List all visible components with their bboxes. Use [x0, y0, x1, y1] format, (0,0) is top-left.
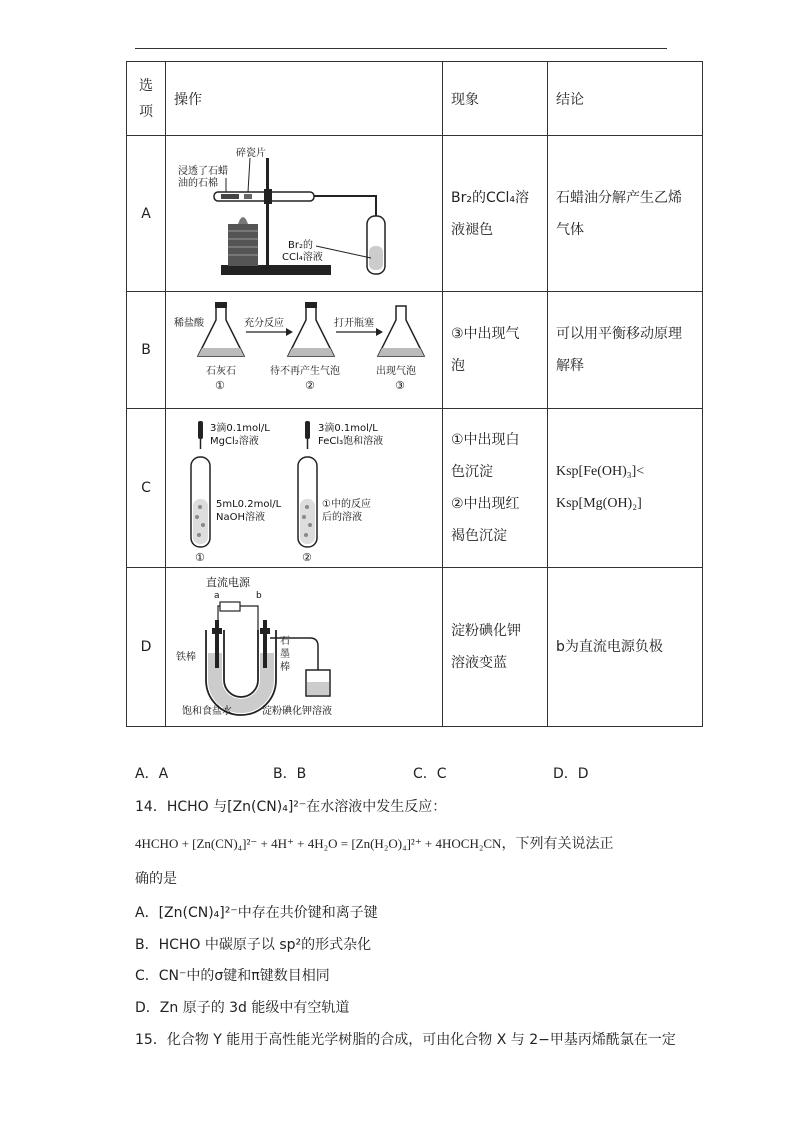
row-b-con-line2: 解释 — [556, 358, 584, 374]
fig-c-num2: ② — [302, 551, 312, 564]
fig-d-brine: 饱和食盐水 — [182, 706, 232, 717]
tube-2 — [298, 457, 317, 547]
ki-solution — [307, 682, 329, 695]
fig-b-num3: ③ — [395, 379, 405, 392]
fig-c-num1: ① — [195, 551, 205, 564]
row-c-option: C — [127, 409, 166, 568]
fig-c-drop1-l1: 3滴0.1mol/L — [210, 423, 270, 434]
fig-c-tube1-l2: NaOH溶液 — [216, 512, 265, 523]
header-operation: 操作 — [166, 62, 443, 136]
fig-c-drop2-l2: FeCl₃饱和溶液 — [318, 436, 384, 447]
fig-c-drop1-l2: MgCl₂溶液 — [210, 436, 259, 447]
stand-rod — [266, 158, 269, 266]
fig-d-b: b — [256, 591, 262, 601]
row-c-phen-line4: 褐色沉淀 — [451, 528, 507, 544]
row-c-conclusion — [548, 409, 703, 568]
row-a-phen-line1: Br₂的CCl₄溶 — [451, 189, 530, 206]
burner — [228, 224, 258, 266]
row-a-phen-line2: 液褪色 — [451, 221, 493, 238]
bromine-solution — [369, 246, 383, 270]
top-rule — [135, 48, 667, 49]
pointer2 — [248, 158, 250, 192]
fig-d-graphite2: 墨 — [280, 649, 290, 660]
u-tube-inner — [224, 630, 258, 697]
q14-tail: ，下列有关说法正 — [501, 836, 614, 852]
row-d-phen-line2: 溶液变蓝 — [451, 655, 507, 671]
stand-base — [221, 265, 331, 275]
row-c-phenomenon — [443, 409, 548, 568]
row-d-phenomenon — [443, 568, 548, 727]
dropper-2 — [305, 421, 310, 449]
fig-b-num1: ① — [215, 379, 225, 392]
fig-d-a: a — [214, 591, 220, 601]
flask-sequence-figure — [166, 292, 434, 408]
row-b-conclusion — [548, 292, 703, 409]
q15-stem: 15．化合物 Y 能用于高性能光学树脂的合成，可由化合物 X 与 2−甲基丙烯酰氯在一定 — [135, 1032, 676, 1048]
table-row-d — [127, 568, 703, 727]
fig-b-num2: ② — [305, 379, 315, 392]
q13-choice-b[interactable]: B．B — [273, 766, 307, 782]
row-c-operation — [166, 409, 443, 568]
fig-c-tube2-l1: ①中的反应 — [322, 499, 371, 510]
row-b-operation — [166, 292, 443, 409]
fig-d-power: 直流电源 — [206, 576, 250, 589]
clamp — [264, 189, 272, 204]
experiment-table — [126, 61, 703, 727]
flask-2 — [288, 302, 334, 356]
row-b-option: B — [127, 292, 166, 409]
q14-option-b[interactable]: B．HCHO 中碳原子以 sp²的形式杂化 — [135, 937, 372, 953]
row-a-con-line1: 石蜡油分解产生乙烯 — [556, 189, 682, 206]
fig-d-graphite1: 石 — [280, 636, 290, 647]
q13-choice-d[interactable]: D．D — [553, 766, 589, 782]
flame — [238, 217, 248, 224]
table-row-c — [127, 409, 703, 568]
fig-b-flask1-label: 石灰石 — [206, 366, 236, 377]
fig-d-iron: 铁棒 — [176, 652, 196, 663]
q13-choice-c[interactable]: C．C — [413, 766, 447, 782]
row-a-con-line2: 气体 — [556, 221, 584, 238]
row-a-option: A — [127, 136, 166, 292]
fig-b-flask3-label: 出现气泡 — [376, 366, 416, 377]
fig-b-flask2-label: 待不再产生气泡 — [270, 366, 340, 377]
table-header-row — [127, 62, 703, 136]
fig-a-label-wax1: 浸透了石蜡 — [178, 166, 228, 177]
row-d-conclusion: b为直流电源负极 — [548, 568, 703, 727]
fig-a-label-wax2: 油的石棉 — [178, 178, 218, 189]
tube-1 — [191, 457, 210, 547]
iron-rod — [215, 620, 219, 668]
fig-b-arrow1-label: 充分反应 — [244, 318, 284, 329]
header-conclusion: 结论 — [548, 62, 703, 136]
fig-a-label-ccl4: CCl₄溶液 — [282, 252, 323, 263]
graphite-rod — [263, 620, 267, 668]
row-c-phen-line3: ②中出现红 — [451, 496, 520, 512]
dropper-1 — [198, 421, 203, 449]
q14-equation: 4HCHO + [Zn(CN)₄]²⁻ + 4H⁺ + 4H₂O = [Zn(H₂O)₄]²⁺ + 4HOCH₂CN — [135, 836, 502, 851]
arrow-2-head — [376, 328, 383, 336]
row-c-phen-line1: ①中出现白 — [451, 432, 520, 448]
row-b-phen-line1: ③中出现气 — [451, 326, 520, 342]
fig-c-drop2-l1: 3滴0.1mol/L — [318, 423, 378, 434]
fig-d-ki: 淀粉碘化钾溶液 — [262, 706, 332, 717]
q13-choice-a[interactable]: A．A — [135, 766, 169, 782]
header-option-line1: 选 — [139, 77, 153, 94]
row-d-option: D — [127, 568, 166, 727]
fig-b-arrow2-label: 打开瓶塞 — [334, 318, 374, 329]
asbestos — [221, 194, 239, 199]
q14-option-a[interactable]: A．[Zn(CN)₄]²⁻中存在共价键和离子键 — [135, 905, 378, 921]
q14-tail2: 确的是 — [135, 871, 177, 887]
row-a-operation — [166, 136, 443, 292]
arrow-1-head — [286, 328, 293, 336]
row-b-con-line1: 可以用平衡移动原理 — [556, 326, 682, 342]
q14-option-c[interactable]: C．CN⁻中的σ键和π键数目相同 — [135, 968, 330, 984]
flask-1 — [198, 302, 244, 356]
row-c-con-line2: Ksp[Mg(OH)₂] — [556, 496, 642, 511]
fig-d-graphite3: 棒 — [280, 662, 290, 673]
fig-c-tube1-l1: 5mL0.2mol/L — [216, 499, 282, 510]
table-row-a — [127, 136, 703, 292]
header-phenomenon: 现象 — [443, 62, 548, 136]
row-d-phen-line1: 淀粉碘化钾 — [451, 623, 521, 639]
header-option-line2: 项 — [139, 103, 153, 120]
porcelain-chips — [244, 194, 252, 199]
row-c-con-line1: Ksp[Fe(OH)₃]< — [556, 464, 645, 479]
test-tube-figure — [166, 409, 434, 567]
row-a-phenomenon — [443, 136, 548, 292]
row-a-conclusion — [548, 136, 703, 292]
pointer3 — [316, 246, 371, 258]
q14-equation-line — [135, 833, 613, 853]
q14-option-d[interactable]: D．Zn 原子的 3d 能级中有空轨道 — [135, 1000, 350, 1016]
row-c-phen-line2: 色沉淀 — [451, 464, 493, 480]
flask-3 — [378, 306, 424, 356]
fig-a-label-chip: 碎瓷片 — [236, 148, 266, 159]
table-row-b — [127, 292, 703, 409]
fig-c-tube2-l2: 后的溶液 — [322, 512, 362, 523]
row-d-operation — [166, 568, 443, 727]
fig-b-acid: 稀盐酸 — [174, 318, 204, 329]
q14-stem: 14．HCHO 与[Zn(CN)₄]²⁻在水溶液中发生反应： — [135, 799, 447, 815]
row-b-phen-line2: 泡 — [451, 358, 465, 374]
header-option — [127, 62, 166, 136]
row-b-phenomenon — [443, 292, 548, 409]
electrolysis-figure — [166, 568, 434, 726]
cracking-apparatus-figure — [166, 136, 434, 291]
fig-a-label-br: Br₂的 — [288, 240, 313, 251]
power-box — [220, 602, 240, 611]
